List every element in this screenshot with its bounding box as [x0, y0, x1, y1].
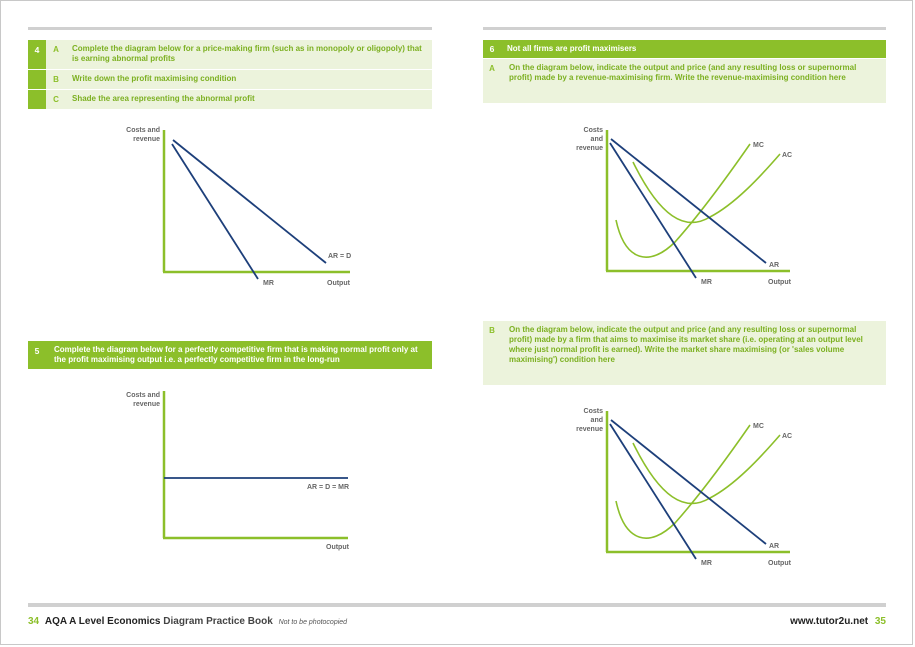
- left-top-rule: [28, 27, 432, 30]
- question-4: [28, 40, 432, 109]
- book-subtitle: Diagram Practice Book: [163, 616, 273, 627]
- part-letter: A: [483, 59, 501, 103]
- mc-label: MC: [753, 142, 764, 149]
- y-axis-label: Costs and: [126, 127, 160, 134]
- question-number: 5: [28, 341, 46, 369]
- y-axis-label: revenue: [576, 426, 603, 433]
- mr-label: MR: [701, 560, 712, 567]
- mr-label: MR: [701, 279, 712, 286]
- y-axis-label: revenue: [133, 136, 160, 143]
- x-axis-label: Output: [768, 279, 791, 286]
- number-column: [28, 90, 46, 109]
- diagram-q4: [120, 120, 370, 295]
- part-text: Complete the diagram below for a price-making firm (such as in monopoly or oligopoly) that is earning abnormal profits: [66, 40, 432, 69]
- x-axis-label: Output: [326, 544, 349, 551]
- left-page-number: 34: [28, 616, 40, 627]
- ar-curve: [611, 139, 766, 263]
- part-text: On the diagram below, indicate the output and price (and any resulting loss or supernormal profit) made by a revenue-maximising firm. Write the revenue-maximising condition here: [501, 59, 886, 103]
- part-letter: B: [483, 321, 501, 385]
- ac-label: AC: [782, 433, 793, 440]
- ar-label: AR: [769, 543, 780, 550]
- part-text: On the diagram below, indicate the output and price (and any resulting loss or supernormal profit) made by a firm that aims to maximise its market share (i.e. operating at an output level where just normal profit is earned). Write the market share maximising (or 'sales volume maximising') condition here: [501, 321, 886, 385]
- website-link[interactable]: www.tutor2u.net: [790, 616, 869, 627]
- part-letter: C: [46, 90, 66, 109]
- question-6: [483, 40, 886, 103]
- diagram-q6a: [570, 122, 800, 292]
- question-5: [28, 341, 432, 369]
- question-title: Not all firms are profit maximisers: [501, 40, 886, 58]
- ar-d-mr-label: AR = D = MR: [307, 484, 350, 491]
- question-number: 4: [28, 40, 46, 69]
- x-axis-label: Output: [327, 280, 350, 287]
- ar-curve: [611, 420, 766, 544]
- mr-label: MR: [263, 280, 274, 287]
- mr-curve: [610, 424, 696, 559]
- footer-rule: [28, 603, 886, 607]
- part-text: Shade the area representing the abnormal profit: [66, 90, 432, 109]
- part-text: Write down the profit maximising condition: [66, 70, 432, 89]
- question-number: 6: [483, 40, 501, 58]
- question-text: Complete the diagram below for a perfectly competitive firm that is making normal profit only at the profit maximising output i.e. a perfectly competitive firm in the long-run: [46, 341, 432, 369]
- ar-label: AR = D: [328, 253, 352, 260]
- mc-label: MC: [753, 423, 764, 430]
- right-page-number: 35: [874, 616, 886, 627]
- x-axis-label: Output: [768, 560, 791, 567]
- footer-left: [28, 616, 347, 627]
- y-axis-label: Costs and: [126, 392, 160, 399]
- mr-curve: [172, 144, 258, 279]
- right-top-rule: [483, 27, 886, 30]
- y-axis-label: Costs: [583, 127, 603, 134]
- copyright-note: Not to be photocopied: [278, 619, 348, 626]
- mc-curve: [616, 425, 750, 538]
- diagram-q5: [120, 385, 370, 557]
- ar-curve: [173, 140, 326, 263]
- part-letter: B: [46, 70, 66, 89]
- question-6-part-b: [483, 321, 886, 385]
- y-axis-label: revenue: [576, 145, 603, 152]
- diagram-q6b: [570, 403, 800, 573]
- ar-label: AR: [769, 262, 780, 269]
- part-letter: A: [46, 40, 66, 69]
- number-column: [28, 70, 46, 89]
- mr-curve: [610, 143, 696, 278]
- y-axis-label: Costs: [583, 408, 603, 415]
- ac-label: AC: [782, 152, 793, 159]
- y-axis-label: and: [590, 417, 603, 424]
- mc-curve: [616, 144, 750, 257]
- book-title: AQA A Level Economics: [44, 616, 161, 627]
- footer-right: [790, 616, 886, 627]
- y-axis-label: revenue: [133, 401, 160, 408]
- y-axis-label: and: [590, 136, 603, 143]
